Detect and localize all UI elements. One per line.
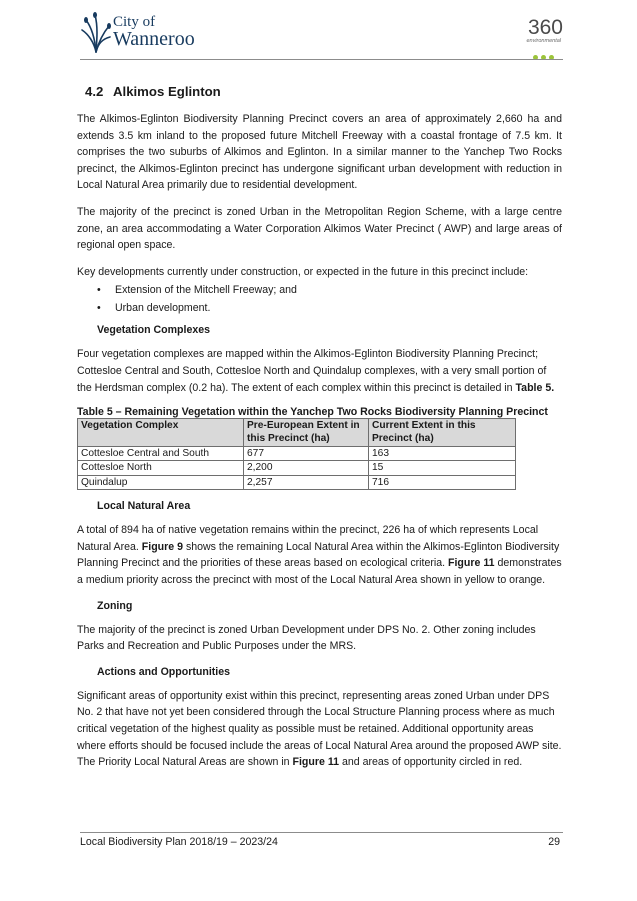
developments-intro: Key developments currently under construction, or expected in the future in this precinct include: — [77, 265, 529, 278]
list-item: • Urban development. — [77, 300, 562, 317]
figure-9-reference: Figure 9 — [141, 540, 183, 553]
page-number: 29 — [548, 836, 560, 848]
logo-name-text: Wanneroo — [113, 28, 195, 50]
table-caption: Table 5 – Remaining Vegetation within the Yanchep Two Rocks Biodiversity Planning Precinct — [77, 406, 548, 419]
footer-divider — [80, 832, 563, 833]
lna-text: demonstrates a medium priority across the precinct with most of the Local Natural Area shown in yellow to orange. — [77, 557, 562, 586]
figure-11-reference: Figure 11 — [448, 557, 495, 570]
column-header: Current Extent in this Precinct (ha) — [369, 419, 516, 447]
column-header: Pre-European Extent in this Precinct (ha) — [244, 419, 369, 447]
table-cell: 2,257 — [244, 475, 369, 489]
reed-emblem-icon — [80, 12, 112, 54]
vegetation-text: Four vegetation complexes are mapped within the Alkimos-Eglinton Biodiversity Planning Precinct; Cottesloe Central and South, Cottesloe North and Quindalup complexes, with a very small portion of the Herdsman complex (0.2 ha). The extent of each complex within this precinct is detailed in — [77, 348, 547, 394]
lna-heading: Local Natural Area — [97, 500, 191, 513]
table-cell: Cottesloe Central and South — [78, 446, 244, 460]
main-content — [77, 84, 562, 781]
actions-text: and areas of opportunity circled in red. — [339, 756, 523, 769]
360-environmental-logo — [501, 18, 563, 58]
actions-paragraph — [77, 688, 562, 771]
table-row — [78, 446, 516, 460]
intro-paragraph: The Alkimos-Eglinton Biodiversity Planning Precinct covers an area of approximately 2,660 ha and extends 3.5 km inland to the proposed future Mitchell Freeway with a coastal frontage of 7.5 km. It comprises the two suburbs of Alkimos and Eglinton. In a similar manner to the Yanchep Two Rocks precinct, the Alkimos-Eglinton precinct has undergone significant urban development with reduction in Local Natural Area primarily due to residential development. — [77, 113, 562, 192]
actions-heading: Actions and Opportunities — [97, 665, 231, 678]
header-divider — [80, 59, 563, 60]
lna-paragraph — [77, 522, 562, 588]
brand-subtitle: environmental — [526, 38, 561, 44]
table-cell: 677 — [244, 446, 369, 460]
table-cell: 15 — [369, 461, 516, 475]
list-item: • Extension of the Mitchell Freeway; and — [77, 282, 562, 299]
vegetation-paragraph — [77, 346, 562, 396]
actions-text: Significant areas of opportunity exist within this precinct, representing areas zoned Urban under DPS No. 2 that have not yet been considered through the Local Structure Planning process where as much critical vegetation of the highest quality as possible must be retained. Additional opportunity areas where efforts should be focused include the areas of Local Natural Area around the proposed AWP site. The Priority Local Natural Areas are shown in — [77, 689, 562, 769]
table-cell: Cottesloe North — [78, 461, 244, 475]
table-row — [78, 461, 516, 475]
logo-city-text: City of — [113, 14, 156, 30]
table-cell: 716 — [369, 475, 516, 489]
city-of-wanneroo-logo — [80, 12, 210, 56]
table-cell: Quindalup — [78, 475, 244, 489]
table-cell: 163 — [369, 446, 516, 460]
section-title: Alkimos Eglinton — [113, 84, 221, 99]
vegetation-heading: Vegetation Complexes — [97, 324, 211, 337]
lna-text: A total of 894 ha of native vegetation remains within the precinct, 226 ha of which represents Local Natural Area. — [77, 524, 539, 553]
brand-number: 360 — [527, 16, 563, 39]
table-header-row — [78, 419, 516, 447]
section-number: 4.2 — [85, 84, 104, 99]
footer-title: Local Biodiversity Plan 2018/19 – 2023/24 — [80, 836, 278, 848]
vegetation-table — [77, 418, 516, 490]
column-header: Vegetation Complex — [78, 419, 244, 447]
lna-text: shows the remaining Local Natural Area within the Alkimos-Eglinton Biodiversity Planning Precinct and the priorities of these areas based on ecological criteria. — [77, 540, 560, 570]
brand-dots — [501, 47, 554, 65]
page-header — [80, 12, 563, 58]
table-cell: 2,200 — [244, 461, 369, 475]
table-row — [78, 475, 516, 489]
zoning-heading: Zoning — [97, 599, 133, 612]
developments-list — [77, 282, 562, 317]
table-5-reference: Table 5. — [515, 381, 555, 394]
zoning-paragraph: The majority of the precinct is zoned Urban Development under DPS No. 2. Other zoning includes Parks and Recreation and Public Purposes under the MRS. — [77, 623, 536, 653]
figure-11-reference: Figure 11 — [292, 756, 340, 769]
mrs-zoning-paragraph: The majority of the precinct is zoned Urban in the Metropolitan Region Scheme, with a large centre zone, an area accommodating a Water Corporation Alkimos Water Precinct ( AWP) and large areas of regional open space. — [77, 205, 562, 252]
section-heading — [85, 84, 562, 100]
